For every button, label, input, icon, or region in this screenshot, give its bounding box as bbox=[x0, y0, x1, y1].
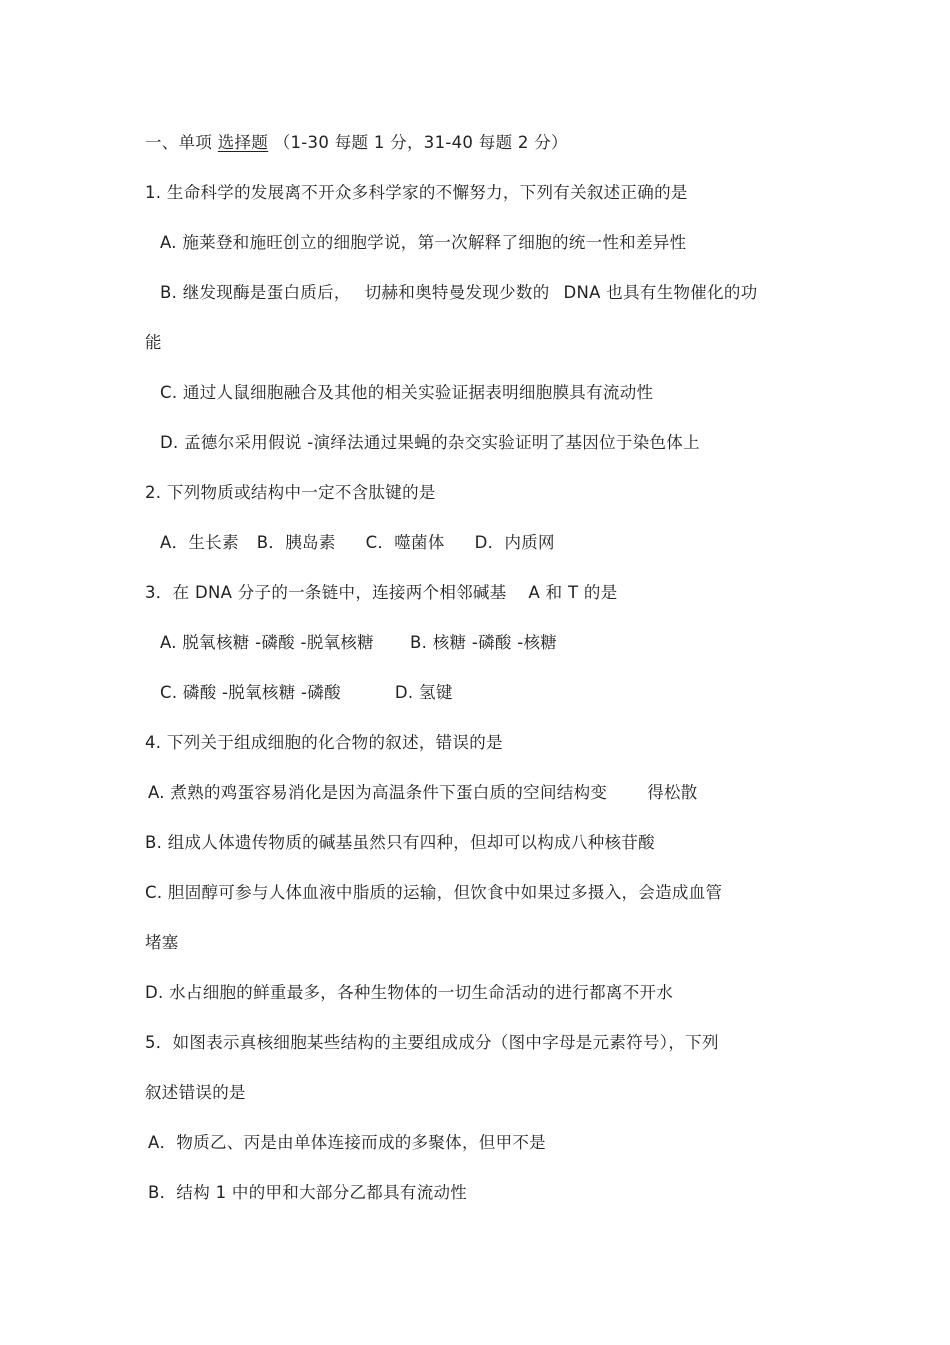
question-4-option-c: C. 胆固醇可参与人体血液中脂质的运输，但饮食中如果过多摄入，会造成血管 bbox=[145, 883, 723, 902]
question-2-stem: 2. 下列物质或结构中一定不含肽键的是 bbox=[145, 483, 436, 502]
question-1-option-b-part1: B. 继发现酶是蛋白质后， bbox=[160, 283, 351, 302]
question-1-option-b bbox=[160, 282, 758, 304]
question-3-stem-part2: A 和 T 的是 bbox=[528, 583, 618, 602]
question-3-options-row2 bbox=[160, 682, 453, 704]
question-1-option-b-part3: DNA 也具有生物催化的功 bbox=[563, 283, 758, 302]
section-title-underlined: 选择题 bbox=[217, 133, 269, 152]
question-2-options bbox=[160, 532, 555, 554]
question-5-option-a: A．物质乙、丙是由单体连接而成的多聚体，但甲不是 bbox=[148, 1133, 546, 1152]
question-5-stem: 5．如图表示真核细胞某些结构的主要组成成分（图中字母是元素符号），下列 bbox=[145, 1033, 719, 1052]
question-3-option-b: B. 核糖 -磷酸 -核糖 bbox=[409, 633, 558, 652]
question-3-stem bbox=[145, 582, 618, 604]
question-1-stem: 1. 生命科学的发展离不开众多科学家的不懈努力，下列有关叙述正确的是 bbox=[145, 183, 688, 202]
question-1-option-b-part2: 切赫和奥特曼发现少数的 bbox=[364, 283, 550, 302]
question-4-option-b: B. 组成人体遗传物质的碱基虽然只有四种，但却可以构成八种核苷酸 bbox=[145, 833, 655, 852]
section-title bbox=[145, 132, 568, 154]
question-4-stem: 4. 下列关于组成细胞的化合物的叙述，错误的是 bbox=[145, 733, 503, 752]
question-2-option-b: B．胰岛素 bbox=[256, 533, 336, 552]
section-title-prefix: 一、单项 bbox=[145, 133, 213, 152]
question-4-option-d: D. 水占细胞的鲜重最多，各种生物体的一切生命活动的进行都离不开水 bbox=[145, 983, 674, 1002]
question-2-option-a: A．生长素 bbox=[160, 533, 239, 552]
question-4-option-a-part2: 得松散 bbox=[647, 783, 698, 802]
question-4-option-a-part1: A. 煮熟的鸡蛋容易消化是因为高温条件下蛋白质的空间结构变 bbox=[148, 783, 608, 802]
question-2-option-d: D．内质网 bbox=[474, 533, 555, 552]
question-1-option-b-continuation: 能 bbox=[145, 333, 162, 352]
question-3-option-c: C. 磷酸 -脱氧核糖 -磷酸 bbox=[160, 683, 341, 702]
section-title-suffix: （1-30 每题 1 分，31-40 每题 2 分） bbox=[273, 133, 568, 152]
question-5-stem-continuation: 叙述错误的是 bbox=[145, 1083, 246, 1102]
question-2-option-c: C．噬菌体 bbox=[365, 533, 445, 552]
question-3-option-d: D. 氢键 bbox=[394, 683, 453, 702]
question-3-options-row1 bbox=[160, 632, 557, 654]
question-1-option-c: C. 通过人鼠细胞融合及其他的相关实验证据表明细胞膜具有流动性 bbox=[160, 383, 654, 402]
question-1-option-a: A. 施莱登和施旺创立的细胞学说，第一次解释了细胞的统一性和差异性 bbox=[160, 233, 687, 252]
question-1-option-d: D. 孟德尔采用假说 -演绎法通过果蝇的杂交实验证明了基因位于染色体上 bbox=[160, 433, 700, 452]
question-3-option-a: A. 脱氧核糖 -磷酸 -脱氧核糖 bbox=[160, 633, 374, 652]
question-5-option-b: B．结构 1 中的甲和大部分乙都具有流动性 bbox=[148, 1183, 468, 1202]
question-4-option-a bbox=[148, 782, 698, 804]
question-3-stem-part1: 3．在 DNA 分子的一条链中，连接两个相邻碱基 bbox=[145, 583, 507, 602]
question-4-option-c-continuation: 堵塞 bbox=[145, 933, 179, 952]
